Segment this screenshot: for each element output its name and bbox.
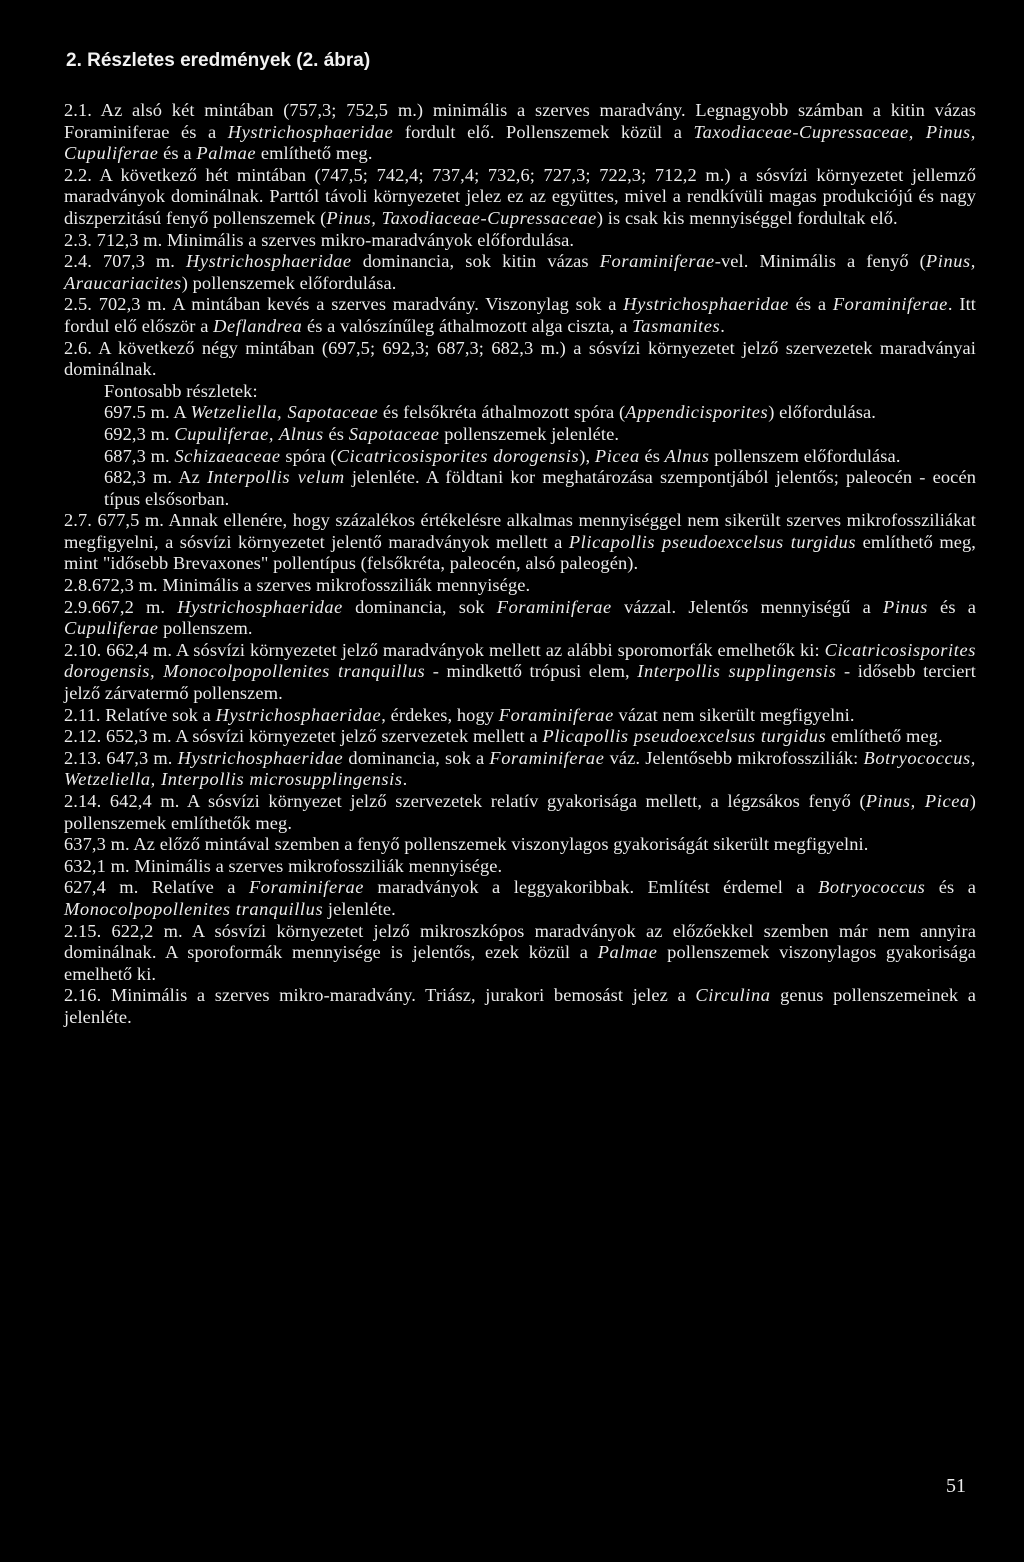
paragraph-text: vázzal. Jelentős mennyiségű a [611, 596, 883, 617]
paragraph [64, 834, 976, 856]
paragraph-text: vázat nem sikerült megfigyelni. [613, 704, 855, 725]
section-body [64, 100, 976, 1029]
paragraph [64, 251, 976, 294]
paragraph-text: dominancia, sok [342, 596, 497, 617]
paragraph-text: 2.4. 707,3 m. [64, 251, 187, 272]
paragraph-text: 2.9.667,2 m. [64, 596, 178, 617]
taxon-name: Cicatricosisporites dorogensis, Monocolpopollenites tranquillus [64, 639, 976, 682]
paragraph-text: 637,3 m. Az előző mintával szemben a fenyő pollenszemek viszonylagos gyakoriságát sikerült megfigyelni. [64, 834, 869, 855]
taxon-name: Wetzeliella, Sapotaceae [190, 402, 379, 423]
paragraph [64, 877, 976, 920]
taxon-name: Hystrichosphaeridae [177, 747, 344, 768]
taxon-name: Tasmanites [632, 315, 721, 336]
taxon-name: Hystrichosphaeridae [186, 251, 352, 272]
paragraph-text: genus pollenszemeinek a jelenléte. [64, 985, 977, 1027]
paragraph-text: 697.5 m. A [104, 402, 191, 423]
taxon-name: Foraminiferae [248, 877, 365, 898]
taxon-name: Foraminiferae [489, 747, 605, 768]
paragraph-text: ), [579, 445, 595, 466]
taxon-name: Plicapollis pseudoexcelsus turgidus [568, 531, 857, 552]
paragraph [64, 726, 976, 748]
document-page [64, 50, 976, 1029]
taxon-name: Plicapollis pseudoexcelsus turgidus [542, 726, 827, 747]
paragraph-text: dominancia, sok a [343, 747, 490, 768]
taxon-name: Hystrichosphaeridae [623, 294, 789, 315]
taxon-name: Palmae [196, 143, 257, 164]
paragraph-text: ) pollenszemek említhetők meg. [64, 791, 976, 833]
paragraph-text: és a valószínűleg áthalmozott alga ciszta, a [302, 315, 633, 336]
paragraph-text: 2.3. 712,3 m. Minimális a szerves mikro-maradványok előfordulása. [64, 229, 575, 250]
paragraph-text: 2.15. 622,2 m. A sósvízi környezetet jelző mikroszkópos maradványok az előzőekkel szemben már nem annyira dominálnak. A sporoformák mennyisége is jelentős, ezek közül a [64, 920, 976, 963]
paragraph-text: és a [925, 877, 976, 898]
paragraph-text: ) pollenszemek előfordulása. [181, 272, 397, 293]
paragraph-text: pollenszem. [158, 618, 253, 639]
taxon-name: Pinus, Araucariacites [64, 251, 976, 293]
paragraph-text: 627,4 m. Relatíve a [64, 877, 249, 898]
paragraph-text: 2.13. 647,3 m. [64, 747, 178, 768]
taxon-name: Hystrichosphaeridae [215, 704, 382, 725]
taxon-name: Cupuliferae [64, 618, 159, 639]
paragraph-text: ) is csak kis mennyiséggel fordultak elő. [596, 207, 898, 228]
paragraph [64, 985, 976, 1028]
paragraph [64, 597, 976, 640]
paragraph-text: , érdekes, hogy [381, 704, 499, 725]
paragraph-text: . [720, 315, 725, 336]
paragraph-text: és a [788, 294, 833, 315]
taxon-name: Pinus, Picea [865, 791, 970, 811]
paragraph-text: pollenszemek viszonylagos gyakorisága emelhető ki. [64, 942, 976, 984]
paragraph-text: -vel. Minimális a fenyő ( [714, 251, 926, 272]
taxon-name: Schizaeaceae [174, 445, 281, 466]
paragraph [64, 100, 976, 165]
taxon-name: Picea [594, 445, 640, 466]
paragraph-text: . [402, 769, 408, 790]
paragraph-text: spóra ( [280, 445, 337, 466]
paragraph-text: 2.2. A következő hét mintában (747,5; 742,4; 737,4; 732,6; 727,3; 722,3; 712,2 m.) a sósvízi környezetet jellemző maradványok dominálnak. Parttól távoli környezetet jelez ez az együttes, mivel a rendkívüli magas produkciójú és nagy diszperzitású fenyő pollenszemek ( [64, 164, 976, 228]
paragraph-text: ) előfordulása. [768, 402, 876, 423]
paragraph [64, 446, 976, 468]
paragraph [64, 575, 976, 597]
paragraph-text: pollenszem előfordulása. [709, 445, 901, 466]
taxon-name: Foraminiferae [599, 251, 715, 272]
paragraph-text: - idősebb terciert jelző zárvatermő pollenszem. [64, 661, 976, 704]
paragraph-text: - mindkettő trópusi elem, [425, 661, 638, 682]
paragraph-text: maradványok a leggyakoribbak. Említést érdemel a [364, 877, 819, 898]
paragraph [64, 748, 976, 791]
page-number: 51 [946, 1475, 966, 1497]
taxon-name: Interpollis supplingensis [637, 661, 837, 682]
paragraph-text: 2.11. Relatíve sok a [64, 704, 216, 725]
paragraph-text: . Itt fordul elő először a [64, 294, 976, 336]
paragraph-text: 682,3 m. Az [104, 467, 207, 488]
paragraph-text: és a [927, 596, 976, 617]
paragraph [64, 230, 976, 252]
taxon-name: Circulina [695, 985, 771, 1006]
taxon-name: Botryococcus, Wetzeliella, Interpollis microsupplingensis [64, 747, 976, 790]
paragraph-text: jelenléte. [323, 898, 396, 919]
paragraph-text: fordult elő. Pollenszemek közül a [393, 121, 694, 142]
paragraph-text: és a [158, 143, 197, 164]
paragraph [64, 705, 976, 727]
taxon-name: Deflandrea [213, 315, 303, 336]
taxon-name: Botryococcus [818, 877, 926, 898]
paragraph-text: és [323, 423, 349, 444]
taxon-name: Cupuliferae, Alnus [174, 423, 324, 444]
taxon-name: Appendicisporites [625, 402, 769, 423]
paragraph [64, 640, 976, 705]
paragraph-text: 2.5. 702,3 m. A mintában kevés a szerves maradvány. Viszonylag sok a [64, 294, 624, 315]
paragraph-text: említhető meg. [256, 143, 373, 164]
taxon-name: Foraminiferae [496, 596, 612, 617]
taxon-name: Pinus [883, 596, 928, 617]
paragraph [64, 294, 976, 337]
paragraph [64, 510, 976, 575]
paragraph-text: 2.10. 662,4 m. A sósvízi környezetet jelző maradványok mellett az alábbi sporomorfák emelhetők ki: [64, 639, 825, 660]
paragraph [64, 467, 976, 510]
taxon-name: Hystrichosphaeridae [227, 121, 394, 142]
paragraph-text: 2.12. 652,3 m. A sósvízi környezetet jelző szervezetek mellett a [64, 726, 543, 747]
taxon-name: Hystrichosphaeridae [177, 596, 343, 617]
paragraph [64, 424, 976, 446]
paragraph [64, 791, 976, 834]
taxon-name: Monocolpopollenites tranquillus [64, 898, 324, 919]
paragraph-text: 2.14. 642,4 m. A sósvízi környezet jelző szervezetek relatív gyakorisága mellett, a légzsákos fenyő ( [64, 791, 866, 811]
paragraph-text: 2.16. Minimális a szerves mikro-maradvány. Triász, jurakori bemosást jelez a [64, 985, 696, 1006]
taxon-name: Taxodiaceae-Cupressaceae, Pinus, Cupuliferae [64, 121, 976, 164]
taxon-name: Sapotaceae [348, 423, 440, 444]
paragraph-text: Fontosabb részletek: [104, 380, 258, 401]
taxon-name: Cicatricosisporites dorogensis [336, 445, 580, 466]
paragraph [64, 338, 976, 381]
section-heading: 2. Részletes eredmények (2. ábra) [66, 50, 371, 71]
taxon-name: Foraminiferae [832, 294, 948, 315]
paragraph-text: 2.1. Az alsó két mintában (757,3; 752,5 m.) minimális a szerves maradvány. Legnagyobb számban a kitin vázas Foraminiferae és a [64, 100, 976, 142]
paragraph-text: 632,1 m. Minimális a szerves mikrofossziliák mennyisége. [64, 855, 503, 876]
taxon-name: Foraminiferae [498, 704, 614, 725]
paragraph-text: említhető meg. [826, 726, 943, 747]
paragraph-text: 2.7. 677,5 m. Annak ellenére, hogy százalékos értékelésre alkalmas mennyiséggel nem sikerült szerves mikrofossziliákat megfigyelni, a sósvízi környezetet jelentő maradványok mellett a [64, 510, 976, 552]
paragraph [64, 921, 976, 986]
taxon-name: Alnus [664, 445, 710, 466]
paragraph-text: és felsőkréta áthalmozott spóra ( [378, 402, 626, 423]
paragraph [64, 381, 976, 403]
taxon-name: Pinus, Taxodiaceae-Cupressaceae [326, 207, 597, 228]
paragraph-text: említhető meg, mint "idősebb Brevaxones" pollentípus (felsőkréta, paleocén, alsó paleogén). [64, 531, 976, 574]
paragraph [64, 402, 976, 424]
paragraph [64, 165, 976, 230]
paragraph-text: jelenléte. A földtani kor meghatározása szempontjából jelentős; paleocén - eocén típus elsősorban. [104, 467, 977, 509]
paragraph [64, 856, 976, 878]
taxon-name: Palmae [597, 942, 658, 963]
paragraph-text: 687,3 m. [104, 445, 175, 466]
paragraph-text: váz. Jelentősebb mikrofossziliák: [604, 747, 864, 768]
taxon-name: Interpollis velum [206, 467, 345, 488]
paragraph-text: 2.8.672,3 m. Minimális a szerves mikrofossziliák mennyisége. [64, 575, 531, 596]
paragraph-text: 692,3 m. [104, 423, 175, 444]
paragraph-text: és [639, 445, 665, 466]
paragraph-text: 2.6. A következő négy mintában (697,5; 692,3; 687,3; 682,3 m.) a sósvízi környezetet jelző szervezetek maradványai dominálnak. [64, 337, 976, 380]
paragraph-text: dominancia, sok kitin vázas [351, 251, 600, 272]
paragraph-text: pollenszemek jelenléte. [439, 423, 620, 444]
